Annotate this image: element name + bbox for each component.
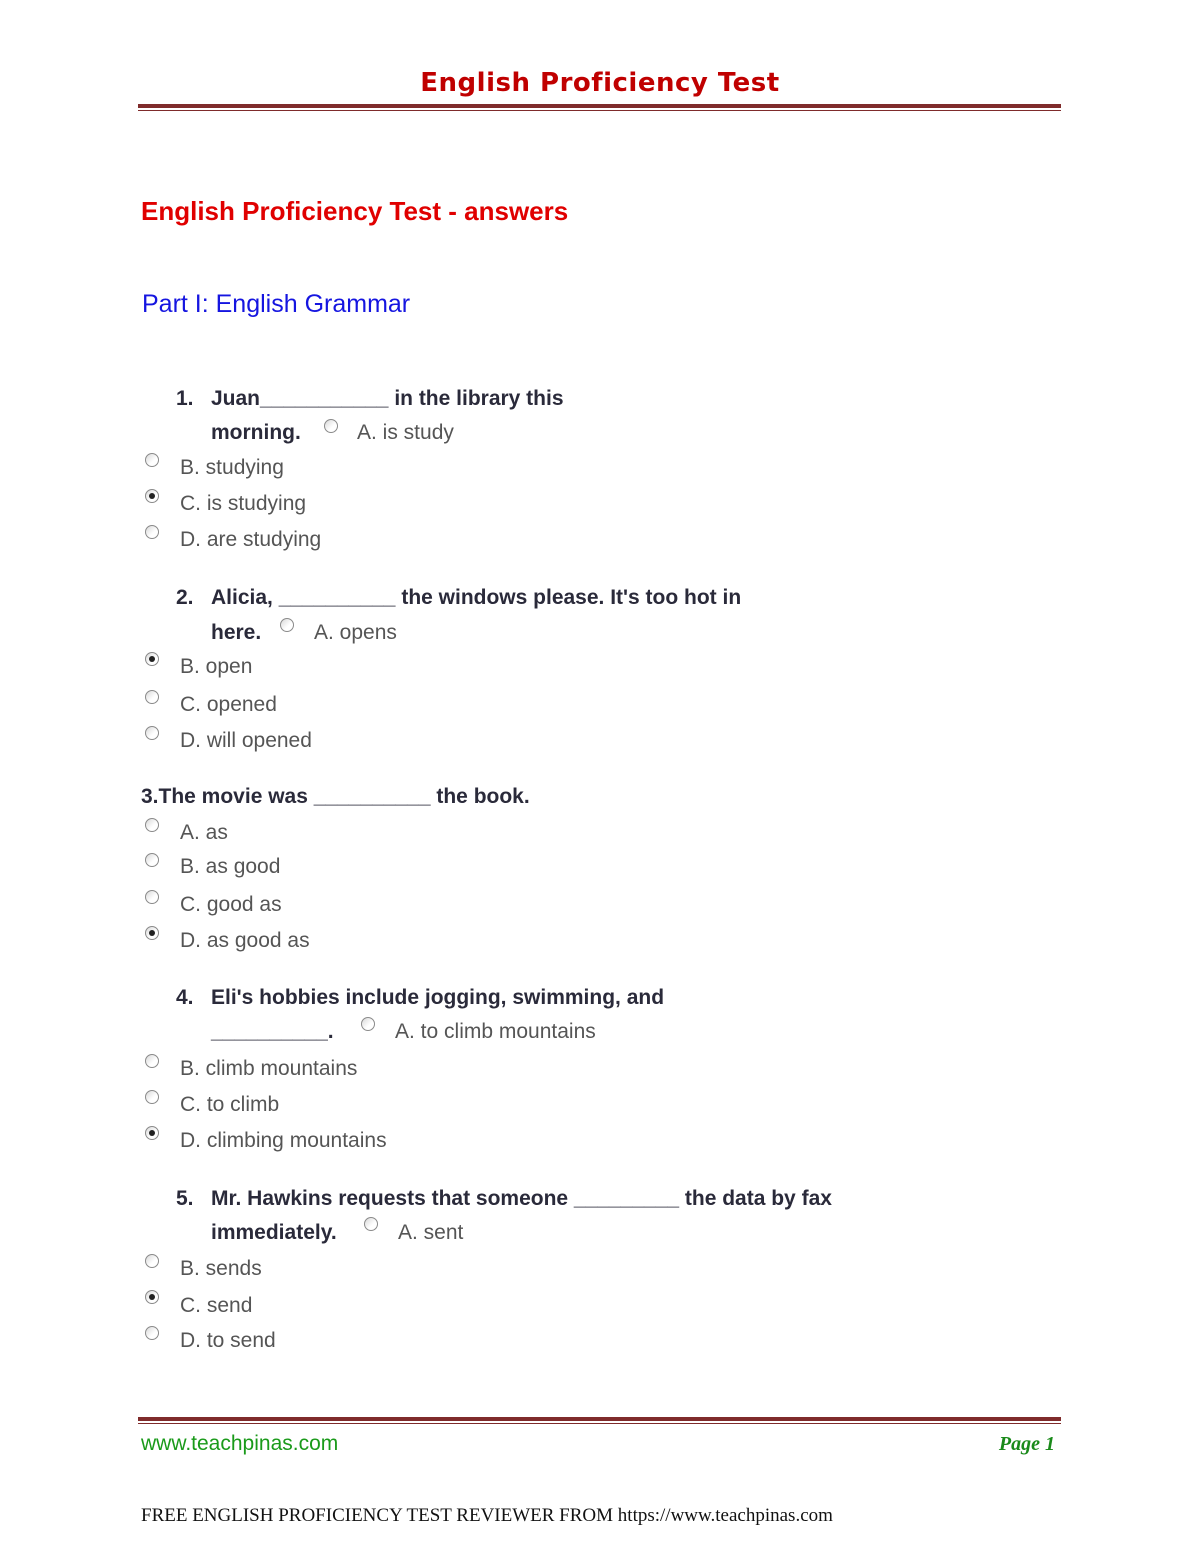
header-rule — [138, 104, 1061, 111]
radio-option-d[interactable] — [145, 1326, 159, 1340]
question-text: Mr. Hawkins requests that someone _________ the data by fax — [211, 1187, 832, 1210]
option-label: D. are studying — [180, 528, 322, 551]
footer-website-link[interactable]: www.teachpinas.com — [141, 1432, 339, 1455]
radio-option-c[interactable] — [145, 489, 159, 503]
page-number: Page 1 — [998, 1433, 1055, 1455]
radio-option-d[interactable] — [145, 525, 159, 539]
question-number: 1. — [176, 387, 194, 410]
question-text: Juan___________ in the library this — [211, 387, 564, 410]
option-label: D. as good as — [180, 929, 310, 952]
radio-option-d[interactable] — [145, 1126, 159, 1140]
document-title: English Proficiency Test - answers — [141, 196, 569, 226]
question-text: Alicia, __________ the windows please. It's too hot in — [211, 586, 742, 609]
radio-option-b[interactable] — [145, 1054, 159, 1068]
option-label: A. as — [180, 821, 228, 844]
radio-option-a[interactable] — [145, 818, 159, 832]
question-number: 4. — [176, 986, 194, 1009]
option-label: B. open — [180, 655, 253, 678]
radio-option-a[interactable] — [324, 419, 338, 433]
radio-option-c[interactable] — [145, 890, 159, 904]
option-label: B. as good — [180, 855, 281, 878]
radio-option-d[interactable] — [145, 726, 159, 740]
option-label: C. is studying — [180, 492, 307, 515]
footer-rule — [138, 1417, 1061, 1424]
radio-option-c[interactable] — [145, 1090, 159, 1104]
radio-option-b[interactable] — [145, 453, 159, 467]
question-text-cont: __________. — [211, 1020, 334, 1043]
option-label: B. sends — [180, 1257, 262, 1280]
question-text-cont: here. — [211, 621, 262, 644]
radio-option-a[interactable] — [280, 618, 294, 632]
option-label: A. is study — [357, 421, 454, 444]
option-label: B. climb mountains — [180, 1057, 358, 1080]
question-text-cont: morning. — [211, 421, 301, 444]
option-label: A. opens — [314, 621, 397, 644]
radio-option-a[interactable] — [361, 1017, 375, 1031]
radio-option-d[interactable] — [145, 926, 159, 940]
option-label: C. good as — [180, 893, 282, 916]
radio-option-a[interactable] — [364, 1217, 378, 1231]
question-number: 2. — [176, 586, 194, 609]
option-label: D. climbing mountains — [180, 1129, 387, 1152]
radio-option-b[interactable] — [145, 1254, 159, 1268]
question-number: 5. — [176, 1187, 194, 1210]
option-label: A. sent — [398, 1221, 464, 1244]
bottom-note: FREE ENGLISH PROFICIENCY TEST REVIEWER FROM https://www.teachpinas.com — [141, 1505, 833, 1526]
option-label: B. studying — [180, 456, 284, 479]
option-label: A. to climb mountains — [395, 1020, 596, 1043]
radio-option-b[interactable] — [145, 652, 159, 666]
option-label: D. will opened — [180, 729, 312, 752]
option-label: C. send — [180, 1294, 253, 1317]
radio-option-c[interactable] — [145, 690, 159, 704]
question-text-cont: immediately. — [211, 1221, 337, 1244]
radio-option-b[interactable] — [145, 853, 159, 867]
option-label: C. opened — [180, 693, 277, 716]
radio-option-c[interactable] — [145, 1290, 159, 1304]
option-label: D. to send — [180, 1329, 276, 1352]
option-label: C. to climb — [180, 1093, 280, 1116]
part-title: Part I: English Grammar — [142, 290, 411, 318]
question-text: Eli's hobbies include jogging, swimming, and — [211, 986, 665, 1009]
header-title: English Proficiency Test — [420, 68, 780, 98]
question-text: 3.The movie was __________ the book. — [141, 785, 530, 808]
